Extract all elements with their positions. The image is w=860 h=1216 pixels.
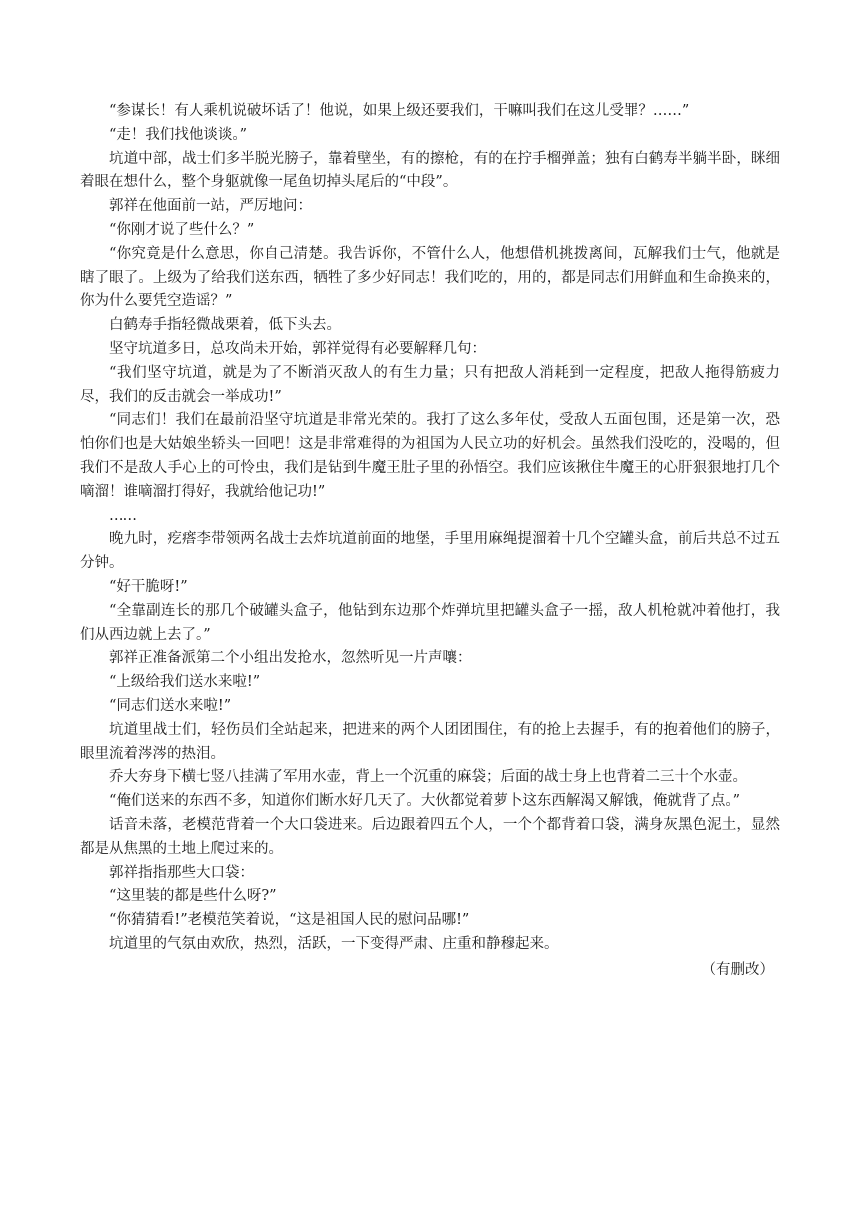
paragraph: 郭祥在他面前一站，严厉地问： — [109, 198, 312, 215]
paragraph: 坑道里的气氛由欢欣，热烈，活跃，一下变得严肃、庄重和静穆起来。 — [109, 935, 559, 952]
paragraph: 坚守坑道多日，总攻尚未开始，郭祥觉得有必要解释几句： — [109, 340, 486, 357]
section-ellipsis: …… — [109, 507, 136, 524]
article-body — [80, 100, 780, 982]
paragraph: “我们坚守坑道，就是为了不断消灭敌人的有生力量；只有把敌人消耗到一定程度，把敌人拖得筋疲力尽，我们的反击就会一举成功!” — [80, 364, 780, 405]
paragraph: 话音未落，老模范背着一个大口袋进来。后边跟着四五个人，一个个都背着口袋，满身灰黑色泥土，显然都是从焦黑的土地上爬过来的。 — [80, 816, 780, 857]
paragraph: 坑道里战士们，轻伤员们全站起来，把进来的两个人团团围住，有的抢上去握手，有的抱着他们的膀子，眼里流着涔涔的热泪。 — [80, 721, 780, 762]
paragraph: “走！我们找他谈谈。” — [109, 126, 248, 143]
paragraph: “俺们送来的东西不多，知道你们断水好几天了。大伙都觉着萝卜这东西解渴又解饿，俺就背了点。” — [109, 793, 741, 810]
paragraph: 郭祥指指那些大口袋： — [109, 864, 254, 881]
edit-note: （有删改） — [701, 961, 774, 978]
paragraph: “这里装的都是些什么呀?” — [109, 888, 277, 905]
paragraph: 乔大夯身下横七竖八挂满了军用水壶，背上一个沉重的麻袋；后面的战士身上也背着二三十个水壶。 — [109, 769, 747, 786]
paragraph: “你猜猜看!”老模范笑着说，“这是祖国人民的慰问品哪!” — [109, 912, 470, 929]
paragraph: 坑道中部，战士们多半脱光膀子，靠着壁坐，有的擦枪，有的在拧手榴弹盖；独有白鹤寿半躺半卧，眯细着眼在想什么，整个身躯就像一尾鱼切掉头尾后的“中段”。 — [80, 150, 780, 191]
paragraph: “参谋长！有人乘机说破坏话了！他说，如果上级还要我们，干嘛叫我们在这儿受罪？……” — [109, 103, 690, 119]
paragraph: “你刚才说了些什么？” — [109, 221, 255, 238]
paragraph: “同志们！我们在最前沿坚守坑道是非常光荣的。我打了这么多年仗，受敌人五面包围，还是第一次，恐怕你们也是大姑娘坐轿头一回吧！这是非常难得的为祖国为人民立功的好机会。虽然我们没吃的，没喝的，但我们不是敌人手心上的可怜虫，我们是钻到牛魔王肚子里的孙悟空。我们应该揪住牛魔王的心肝狠狠地打几个嘀溜！谁嘀溜打得好，我就给他记功!” — [80, 412, 780, 500]
paragraph: “好干脆呀!” — [109, 578, 188, 595]
paragraph: 晚九时，疙瘩李带领两名战士去炸坑道前面的地堡，手里用麻绳提溜着十几个空罐头盒，前后共总不过五分钟。 — [80, 531, 780, 572]
paragraph: “全靠副连长的那几个破罐头盒子，他钻到东边那个炸弹坑里把罐头盒子一摇，敌人机枪就冲着他打，我们从西边就上去了。” — [80, 602, 780, 643]
paragraph: “同志们送水来啦!” — [109, 697, 232, 714]
paragraph: 白鹤寿手指轻微战栗着，低下头去。 — [109, 317, 341, 334]
paragraph: “上级给我们送水来啦!” — [109, 674, 261, 691]
paragraph: 郭祥正准备派第二个小组出发抢水，忽然听见一片声嚷： — [109, 650, 472, 667]
paragraph: “你究竟是什么意思，你自己清楚。我告诉你，不管什么人，他想借机挑拨离间，瓦解我们士气，他就是瞎了眼了。上级为了给我们送东西，牺牲了多少好同志！我们吃的，用的，都是同志们用鲜血和生命换来的，你为什么要凭空造谣？” — [80, 245, 780, 310]
